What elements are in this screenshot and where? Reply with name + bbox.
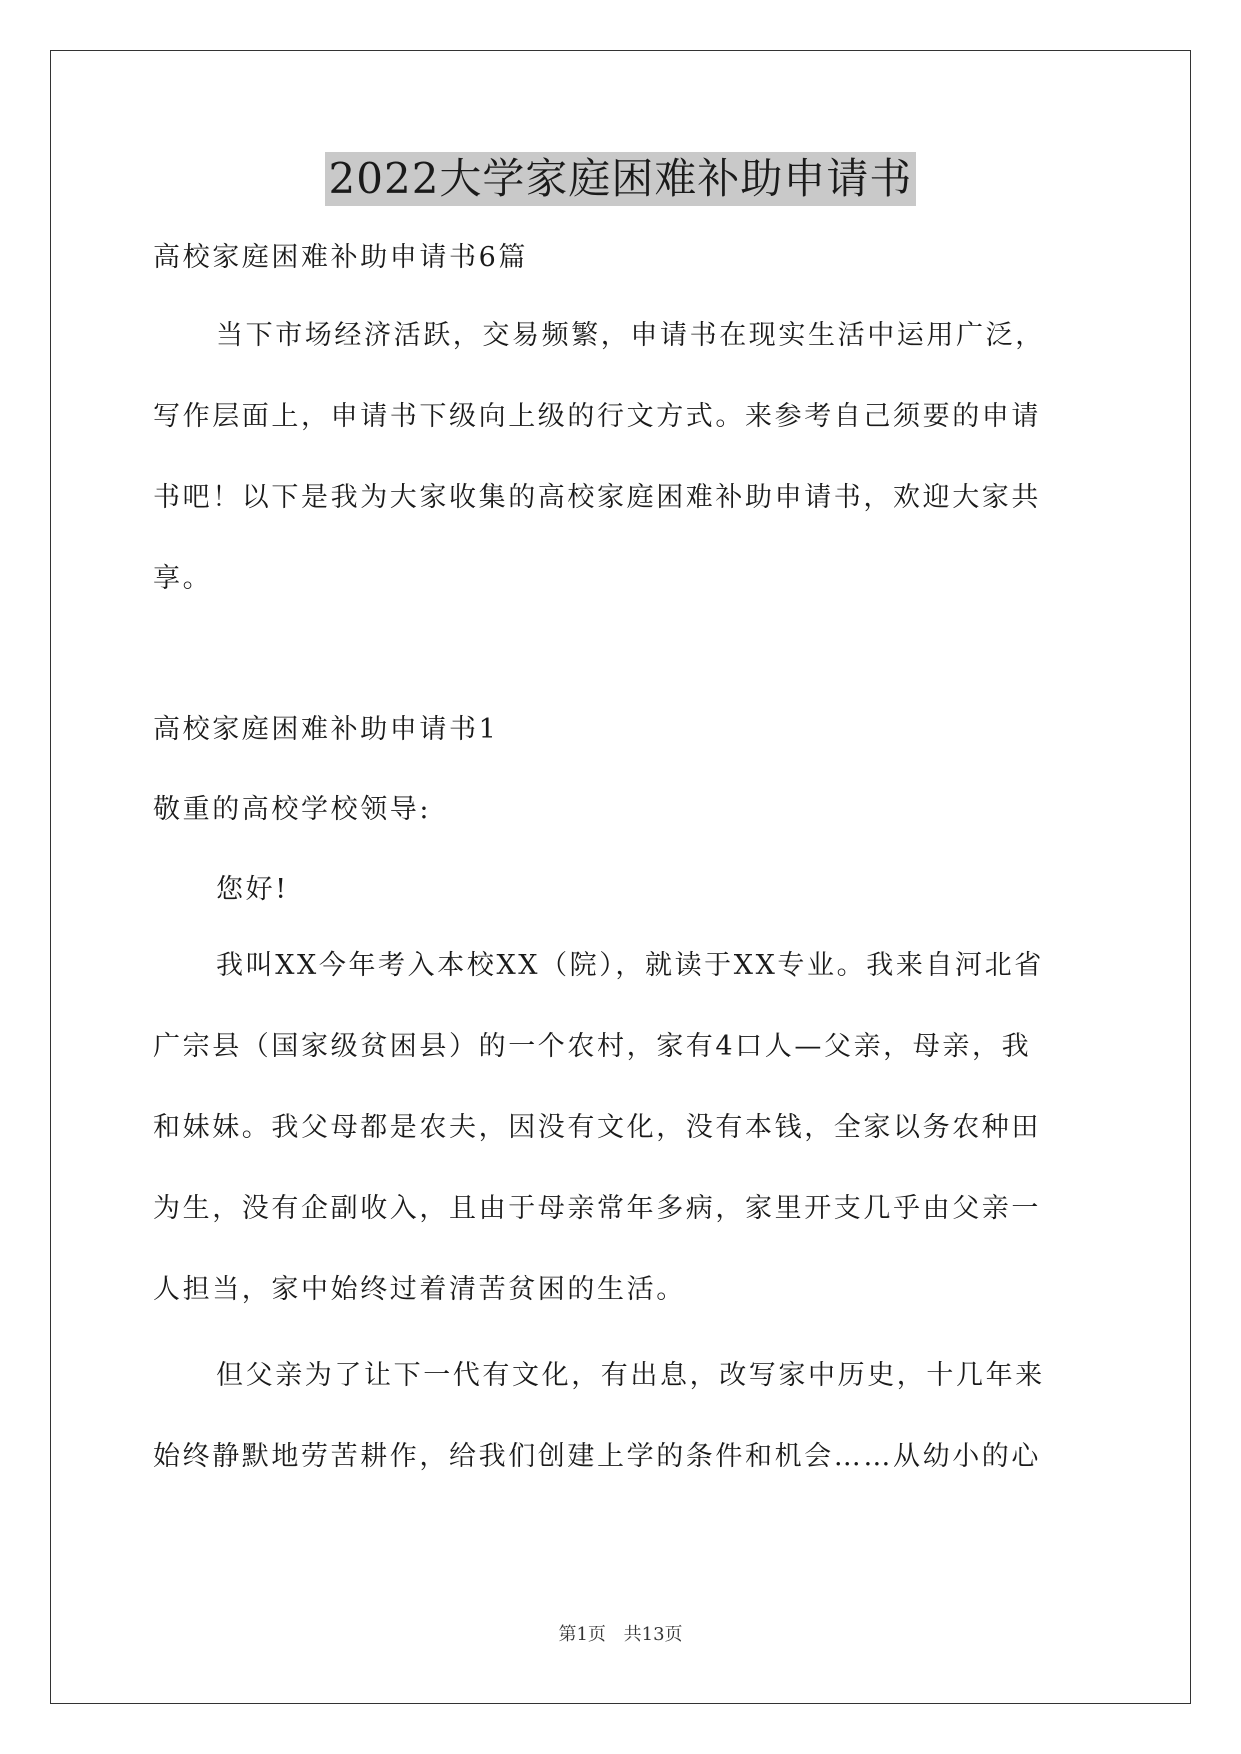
- paragraph-line: 为生，没有企副收入，且由于母亲常年多病，家里开支几乎由父亲一: [153, 1193, 1041, 1224]
- body-paragraph-2: [153, 1335, 1089, 1497]
- paragraph-line: 始终静默地劳苦耕作，给我们创建上学的条件和机会……从幼小的心: [153, 1441, 1041, 1472]
- salutation: 敬重的高校学校领导:: [153, 794, 432, 825]
- page-number: 第1页: [558, 1624, 606, 1645]
- title-container: [0, 152, 1241, 206]
- document-title: 2022大学家庭困难补助申请书: [325, 152, 917, 206]
- paragraph-line: 广宗县（国家级贫困县）的一个农村，家有4口人—父亲，母亲，我: [153, 1031, 1032, 1062]
- paragraph-line: 人担当，家中始终过着清苦贫困的生活。: [153, 1274, 686, 1305]
- intro-paragraph: [153, 295, 1089, 619]
- paragraph-line: 和妹妹。我父母都是农夫，因没有文化，没有本钱，全家以务农种田: [153, 1112, 1041, 1143]
- intro-line: 当下市场经济活跃，交易频繁，申请书在现实生活中运用广泛，: [216, 320, 1045, 351]
- intro-line: 书吧！以下是我为大家收集的高校家庭困难补助申请书，欢迎大家共: [153, 482, 1041, 513]
- intro-line: 享。: [153, 563, 213, 594]
- section-heading: 高校家庭困难补助申请书1: [153, 714, 499, 745]
- paragraph-line: 我叫XX今年考入本校XX（院），就读于XX专业。我来自河北省: [216, 950, 1044, 981]
- page-total: 共13页: [623, 1624, 683, 1645]
- paragraph-line: 但父亲为了让下一代有文化，有出息，改写家中历史，十几年来: [216, 1360, 1045, 1391]
- greeting: 您好!: [216, 874, 289, 905]
- page-footer: [0, 1620, 1241, 1646]
- document-subtitle: 高校家庭困难补助申请书6篇: [153, 242, 528, 273]
- intro-line: 写作层面上，申请书下级向上级的行文方式。来参考自己须要的申请: [153, 401, 1041, 432]
- body-paragraph-1: [153, 925, 1089, 1330]
